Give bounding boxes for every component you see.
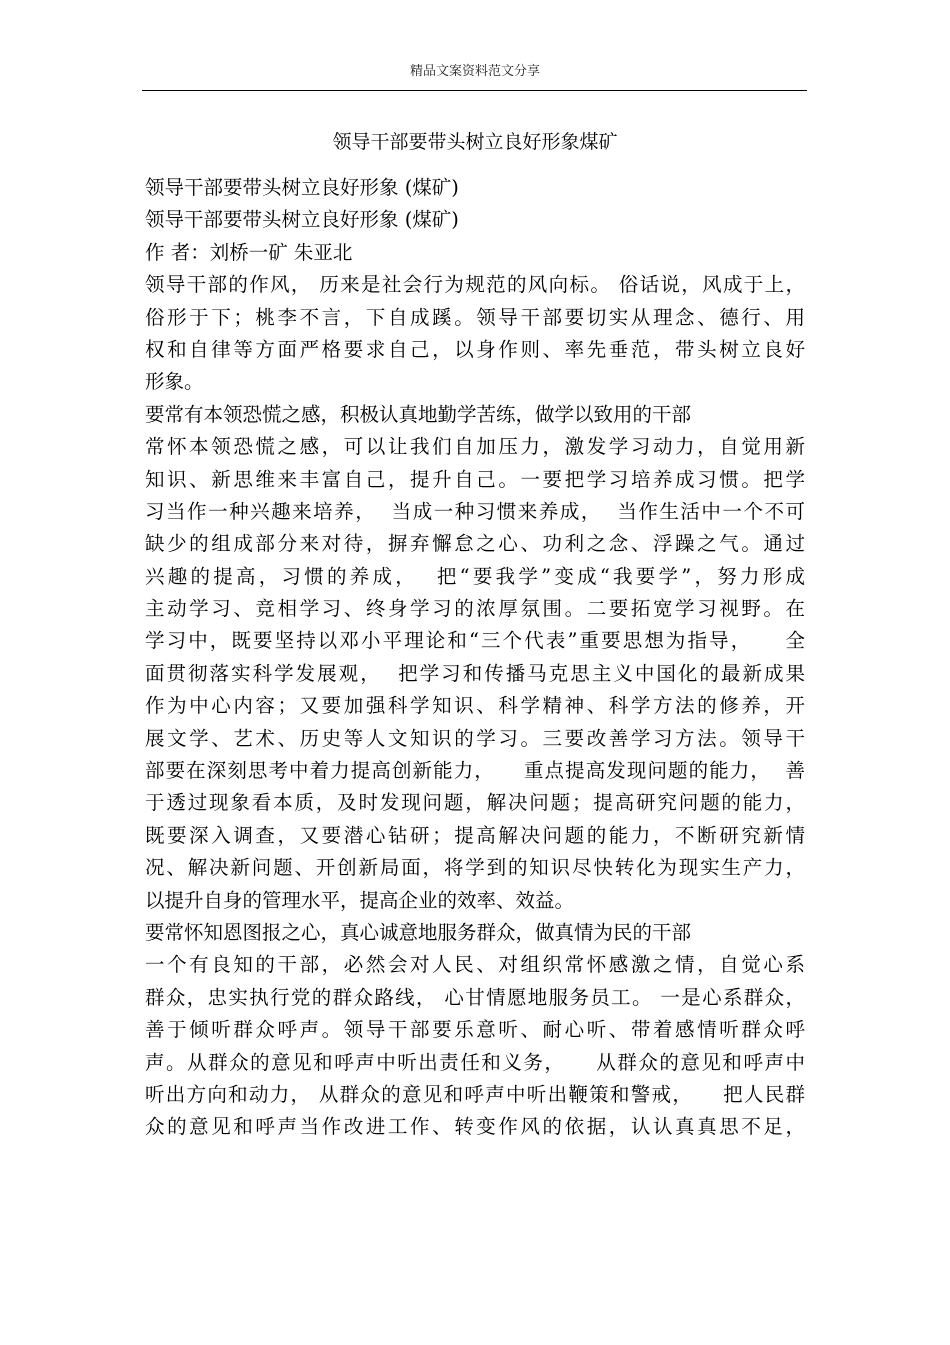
text-line: 要常怀知恩图报之心，真心诚意地服务群众，做真情为民的干部 <box>145 920 692 944</box>
text-line: 主动学习、竞相学习、终身学习的浓厚氛围。二要拓宽学习视野。在 <box>145 597 805 621</box>
text-line: 缺少的组成部分来对待，摒弃懈怠之心、功利之念、浮躁之气。通过 <box>145 532 805 556</box>
text-line: 面贯彻落实科学发展观， 把学习和传播马克思主义中国化的最新成果 <box>145 661 805 685</box>
text-line: 俗形于下；桃李不言，下自成蹊。领导干部要切实从理念、德行、用 <box>145 305 805 329</box>
text-line: 既要深入调查，又要潜心钻研；提高解决问题的能力，不断研究新情 <box>145 823 805 847</box>
text-line: 作 者：刘桥一矿 朱亚北 <box>145 240 353 264</box>
text-line: 领导干部要带头树立良好形象 (煤矿) <box>145 176 459 199</box>
document-title: 领导干部要带头树立良好形象煤矿 <box>332 131 618 153</box>
text-line: 兴趣的提高，习惯的养成， 把“要我学”变成“我要学”，努力形成 <box>145 564 805 588</box>
text-line: 听出方向和动力， 从群众的意见和呼声中听出鞭策和警戒， 把人民群 <box>145 1082 805 1106</box>
page-header: 精品文案资料范文分享 <box>409 64 540 79</box>
text-line: 领导干部要带头树立良好形象 (煤矿) <box>145 208 459 232</box>
text-line: 善于倾听群众呼声。领导干部要乐意听、耐心听、带着感情听群众呼 <box>145 1018 805 1042</box>
document-body <box>145 172 810 1144</box>
text-line: 权和自律等方面严格要求自己，以身作则、率先垂范，带头树立良好 <box>145 337 805 361</box>
text-line: 部要在深刻思考中着力提高创新能力， 重点提高发现问题的能力， 善 <box>145 759 805 783</box>
text-line: 常怀本领恐慌之感，可以让我们自加压力，激发学习动力，自觉用新 <box>145 435 805 459</box>
text-line: 形象。 <box>145 370 204 394</box>
text-line: 展文学、艺术、历史等人文知识的学习。三要改善学习方法。领导干 <box>145 726 805 750</box>
text-line: 领导干部的作风， 历来是社会行为规范的风向标。 俗话说，风成于上， <box>145 273 805 297</box>
text-line: 以提升自身的管理水平，提高企业的效率、效益。 <box>145 888 575 912</box>
text-line: 知识、新思维来丰富自己，提升自己。一要把学习培养成习惯。把学 <box>145 467 805 491</box>
text-line: 况、解决新问题、开创新局面，将学到的知识尽快转化为现实生产力， <box>145 856 805 880</box>
header-divider <box>142 90 807 91</box>
text-line: 声。从群众的意见和呼声中听出责任和义务， 从群众的意见和呼声中 <box>145 1050 805 1074</box>
text-line: 学习中，既要坚持以邓小平理论和“三个代表”重要思想为指导， 全 <box>145 629 805 653</box>
text-line: 于透过现象看本质，及时发现问题，解决问题；提高研究问题的能力， <box>145 791 805 815</box>
text-line: 习当作一种兴趣来培养， 当成一种习惯来养成， 当作生活中一个不可 <box>145 499 805 523</box>
text-line: 要常有本领恐慌之感，积极认真地勤学苦练，做学以致用的干部 <box>145 402 692 426</box>
text-line: 众的意见和呼声当作改进工作、转变作风的依据，认认真真思不足， <box>145 1115 805 1139</box>
text-line: 作为中心内容；又要加强科学知识、科学精神、科学方法的修养，开 <box>145 694 805 718</box>
text-line: 群众，忠实执行党的群众路线， 心甘情愿地服务员工。 一是心系群众， <box>145 985 805 1009</box>
text-line: 一个有良知的干部，必然会对人民、对组织常怀感激之情，自觉心系 <box>145 953 805 977</box>
